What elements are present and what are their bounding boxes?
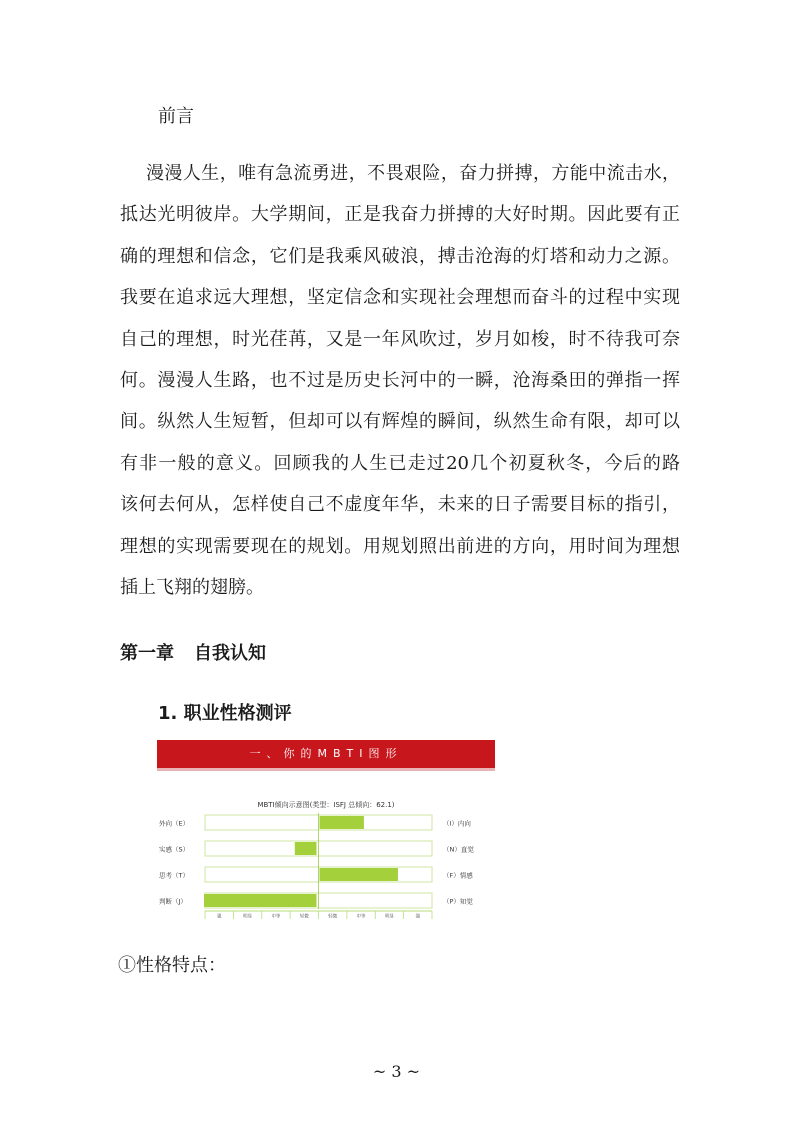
paragraph-line: 确的理想和信念，它们是我乘风破浪，搏击沧海的灯塔和动力之源。 [120,245,680,267]
paragraph-line: 何。漫漫人生路，也不过是历史长河中的一瞬，沧海桑田的弹指一挥 [120,369,680,391]
category-label-right: （P）知觉 [443,897,473,906]
chapter-number: 第一章 [120,643,174,664]
scale-label: 强 [415,914,421,920]
mbti-chart [157,808,495,930]
scale-label: 中等 [356,914,366,920]
bar [295,842,317,855]
page-number: ~ 3 ~ [372,1062,421,1081]
scale-label: 中等 [271,914,281,920]
paragraph-line: 插上飞翔的翅膀。 [120,576,264,598]
personality-traits-label: ①性格特点： [118,955,226,976]
bar [320,816,364,829]
paragraph-line: 间。纵然人生短暂，但却可以有辉煌的瞬间，纵然生命有限，却可以 [120,411,680,433]
scale-label: 明显 [384,914,394,920]
paragraph-line: 有非一般的意义。回顾我的人生已走过20几个初夏秋冬，今后的路 [120,452,680,474]
category-label-left: 思考（T） [159,871,189,880]
category-label-left: 外向（E） [159,819,190,828]
paragraph-line: 理想的实现需要现在的规划。用规划照出前进的方向，用时间为理想 [120,535,680,557]
category-label-left: 实感（S） [159,845,190,854]
paragraph-line: 抵达光明彼岸。大学期间，正是我奋力拼搏的大好时期。因此要有正 [120,204,680,226]
scale-label: 强 [216,914,222,920]
scale-label: 轻微 [299,914,309,920]
chapter-heading [120,640,266,668]
category-label-left: 判断（J） [159,897,187,906]
category-label-right: （N）直觉 [443,845,474,854]
category-label-right: （I）内向 [443,819,471,828]
preface-heading: 前言 [158,106,194,127]
figure-banner: 一、你的MBTI图形 [157,740,495,768]
paragraph-line: 漫漫人生，唯有急流勇进，不畏艰险，奋力拼搏，方能中流击水， [146,163,680,184]
scale-label: 明显 [243,914,253,920]
chart-title: MBTI倾向示意图(类型：ISFJ 总倾向：62.1) [257,801,395,809]
scale-label: 轻微 [328,914,338,920]
preface-paragraph [120,160,680,615]
chapter-title: 自我认知 [194,643,266,664]
bar [320,868,398,881]
bar [204,894,317,907]
banner-shadow [157,768,495,771]
paragraph-line: 我要在追求远大理想，坚定信念和实现社会理想而奋斗的过程中实现 [120,287,680,309]
mbti-figure [157,740,495,930]
section-heading: 1. 职业性格测评 [158,703,292,724]
paragraph-line: 该何去何从，怎样使自己不虚度年华，未来的日子需要目标的指引， [120,494,680,516]
paragraph-line: 自己的理想，时光荏苒，又是一年风吹过，岁月如梭，时不待我可奈 [120,328,680,350]
category-label-right: （F）情感 [443,871,473,880]
